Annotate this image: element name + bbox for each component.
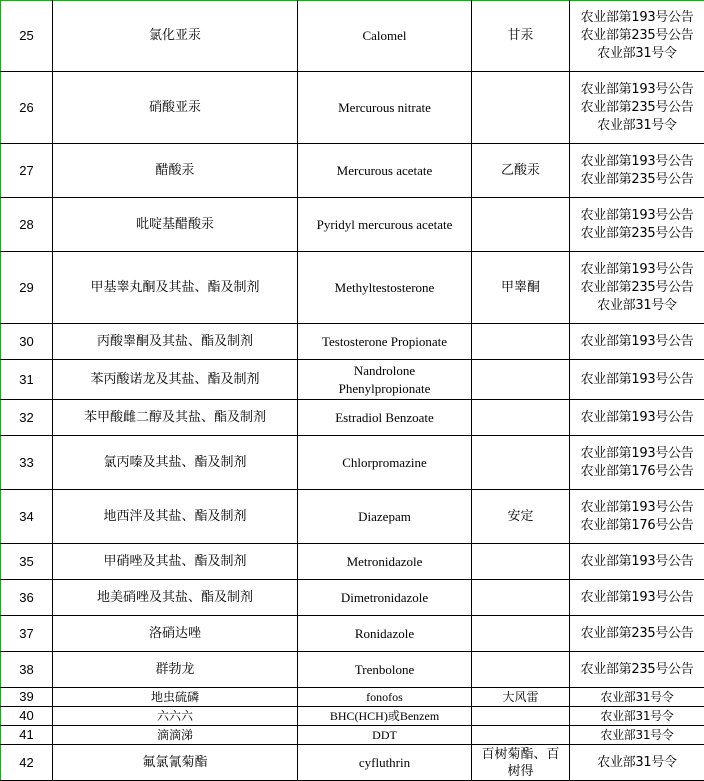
regulation-note: 农业部31号令 bbox=[597, 117, 677, 133]
regulation-note: 农业部第193号公告 bbox=[580, 81, 694, 97]
regulation-note: 农业部31号令 bbox=[597, 297, 677, 313]
row-number: 28 bbox=[1, 198, 53, 252]
chinese-name: 群勃龙 bbox=[53, 652, 298, 688]
alias-line: 百树菊酯、百 bbox=[481, 746, 560, 762]
regulation-note: 农业部第235号公告 bbox=[580, 625, 694, 641]
row-number: 29 bbox=[1, 252, 53, 324]
alias-line: 树得 bbox=[507, 763, 534, 779]
table-row bbox=[1, 688, 704, 707]
chinese-name: 苯甲酸雌二醇及其盐、酯及制剂 bbox=[53, 400, 298, 436]
english-name: Mercurous acetate bbox=[298, 144, 472, 198]
table-row bbox=[1, 436, 704, 490]
chinese-name: 六六六 bbox=[53, 707, 298, 726]
alias bbox=[472, 652, 570, 688]
english-name: Estradiol Benzoate bbox=[298, 400, 472, 436]
english-name: DDT bbox=[298, 726, 472, 745]
english-name: Dimetronidazole bbox=[298, 580, 472, 616]
chinese-name: 氯丙嗪及其盐、酯及制剂 bbox=[53, 436, 298, 490]
table-row bbox=[1, 707, 704, 726]
english-name-line: Phenylpropionate bbox=[338, 380, 431, 396]
table-row bbox=[1, 72, 704, 144]
alias: 安定 bbox=[472, 490, 570, 544]
english-name: Ronidazole bbox=[298, 616, 472, 652]
regulation-notes bbox=[570, 252, 704, 324]
english-name: Chlorpromazine bbox=[298, 436, 472, 490]
table-row bbox=[1, 1, 704, 72]
alias: 甲睾酮 bbox=[472, 252, 570, 324]
regulation-note: 农业部第235号公告 bbox=[580, 28, 694, 43]
english-name: fonofos bbox=[298, 688, 472, 707]
regulation-note: 农业部第176号公告 bbox=[580, 463, 694, 479]
alias bbox=[472, 400, 570, 436]
regulation-note: 农业部第193号公告 bbox=[580, 371, 694, 387]
regulation-note: 农业部31号令 bbox=[597, 46, 677, 61]
table-row bbox=[1, 490, 704, 544]
row-number: 33 bbox=[1, 436, 53, 490]
row-number: 41 bbox=[1, 726, 53, 745]
english-name: Methyltestosterone bbox=[298, 252, 472, 324]
table-row bbox=[1, 745, 704, 781]
alias bbox=[472, 580, 570, 616]
chinese-name: 洛硝达唑 bbox=[53, 616, 298, 652]
table-row bbox=[1, 616, 704, 652]
chinese-name: 甲硝唑及其盐、酯及制剂 bbox=[53, 544, 298, 580]
row-number: 40 bbox=[1, 707, 53, 726]
english-name: Pyridyl mercurous acetate bbox=[298, 198, 472, 252]
alias bbox=[472, 707, 570, 726]
chinese-name: 氯化亚汞 bbox=[53, 1, 298, 72]
row-number: 35 bbox=[1, 544, 53, 580]
regulation-note: 农业部第193号公告 bbox=[580, 553, 694, 569]
regulation-notes bbox=[570, 198, 704, 252]
english-name: cyfluthrin bbox=[298, 745, 472, 781]
row-number: 34 bbox=[1, 490, 53, 544]
english-name bbox=[298, 360, 472, 400]
alias bbox=[472, 616, 570, 652]
alias bbox=[472, 324, 570, 360]
table-body bbox=[1, 1, 704, 781]
row-number: 42 bbox=[1, 745, 53, 781]
regulation-note: 农业部第193号公告 bbox=[580, 409, 694, 425]
row-number: 37 bbox=[1, 616, 53, 652]
row-number: 25 bbox=[1, 1, 53, 72]
chinese-name: 滴滴涕 bbox=[53, 726, 298, 745]
row-number: 32 bbox=[1, 400, 53, 436]
row-number: 31 bbox=[1, 360, 53, 400]
regulation-note: 农业部第193号公告 bbox=[580, 333, 694, 349]
chinese-name: 吡啶基醋酸汞 bbox=[53, 198, 298, 252]
alias bbox=[472, 436, 570, 490]
chinese-name: 地西泮及其盐、酯及制剂 bbox=[53, 490, 298, 544]
english-name-line: Nandrolone bbox=[353, 362, 416, 378]
english-name: Metronidazole bbox=[298, 544, 472, 580]
chinese-name: 地虫硫磷 bbox=[53, 688, 298, 707]
chinese-name: 丙酸睾酮及其盐、酯及制剂 bbox=[53, 324, 298, 360]
regulation-note: 农业部第193号公告 bbox=[580, 261, 694, 277]
alias: 乙酸汞 bbox=[472, 144, 570, 198]
regulation-note: 农业部第235号公告 bbox=[580, 279, 694, 295]
chinese-name: 氟氯氰菊酯 bbox=[53, 745, 298, 781]
regulation-notes bbox=[570, 436, 704, 490]
regulation-note: 农业部第235号公告 bbox=[580, 225, 694, 241]
chinese-name: 醋酸汞 bbox=[53, 144, 298, 198]
table-row bbox=[1, 252, 704, 324]
regulation-note: 农业部第193号公告 bbox=[580, 589, 694, 605]
chinese-name: 硝酸亚汞 bbox=[53, 72, 298, 144]
regulation-notes bbox=[570, 688, 704, 707]
row-number: 30 bbox=[1, 324, 53, 360]
english-name: BHC(HCH)或Benzem bbox=[298, 707, 472, 726]
table-row bbox=[1, 652, 704, 688]
regulation-notes bbox=[570, 580, 704, 616]
regulation-note: 农业部第193号公告 bbox=[580, 10, 694, 25]
regulation-note: 农业部31号令 bbox=[597, 754, 677, 770]
regulation-note: 农业部31号令 bbox=[600, 728, 674, 742]
table-row bbox=[1, 544, 704, 580]
regulation-notes bbox=[570, 544, 704, 580]
table-row bbox=[1, 324, 704, 360]
regulation-notes bbox=[570, 400, 704, 436]
row-number: 39 bbox=[1, 688, 53, 707]
alias bbox=[472, 726, 570, 745]
chinese-name: 苯丙酸诺龙及其盐、酯及制剂 bbox=[53, 360, 298, 400]
regulation-note: 农业部第235号公告 bbox=[580, 99, 694, 115]
regulation-notes bbox=[570, 72, 704, 144]
english-name: Diazepam bbox=[298, 490, 472, 544]
row-number: 36 bbox=[1, 580, 53, 616]
alias bbox=[472, 198, 570, 252]
table-row bbox=[1, 198, 704, 252]
english-name: Trenbolone bbox=[298, 652, 472, 688]
row-number: 26 bbox=[1, 72, 53, 144]
regulation-note: 农业部第193号公告 bbox=[580, 207, 694, 223]
alias bbox=[472, 745, 570, 781]
alias bbox=[472, 544, 570, 580]
chinese-name: 地美硝唑及其盐、酯及制剂 bbox=[53, 580, 298, 616]
regulation-note: 农业部第235号公告 bbox=[580, 171, 694, 187]
regulation-note: 农业部第193号公告 bbox=[580, 153, 694, 169]
table-row bbox=[1, 726, 704, 745]
row-number: 38 bbox=[1, 652, 53, 688]
regulation-notes bbox=[570, 1, 704, 72]
chinese-name: 甲基睾丸酮及其盐、酯及制剂 bbox=[53, 252, 298, 324]
regulation-note: 农业部第193号公告 bbox=[580, 445, 694, 461]
english-name: Mercurous nitrate bbox=[298, 72, 472, 144]
alias: 大风雷 bbox=[472, 688, 570, 707]
regulation-notes bbox=[570, 144, 704, 198]
table-row bbox=[1, 400, 704, 436]
english-name: Testosterone Propionate bbox=[298, 324, 472, 360]
regulation-note: 农业部第193号公告 bbox=[580, 499, 694, 515]
regulation-notes bbox=[570, 726, 704, 745]
table-row bbox=[1, 580, 704, 616]
english-name: Calomel bbox=[298, 1, 472, 72]
regulation-notes bbox=[570, 616, 704, 652]
regulation-note: 农业部第235号公告 bbox=[580, 661, 694, 677]
regulation-notes bbox=[570, 745, 704, 781]
regulation-notes bbox=[570, 490, 704, 544]
table-row bbox=[1, 144, 704, 198]
alias bbox=[472, 360, 570, 400]
regulation-note: 农业部31号令 bbox=[600, 709, 674, 723]
alias: 甘汞 bbox=[472, 1, 570, 72]
regulation-note: 农业部31号令 bbox=[600, 690, 674, 704]
regulation-notes bbox=[570, 707, 704, 726]
regulation-notes bbox=[570, 652, 704, 688]
row-number: 27 bbox=[1, 144, 53, 198]
regulation-notes bbox=[570, 360, 704, 400]
alias bbox=[472, 72, 570, 144]
table-row bbox=[1, 360, 704, 400]
regulation-notes bbox=[570, 324, 704, 360]
regulation-note: 农业部第176号公告 bbox=[580, 517, 694, 533]
